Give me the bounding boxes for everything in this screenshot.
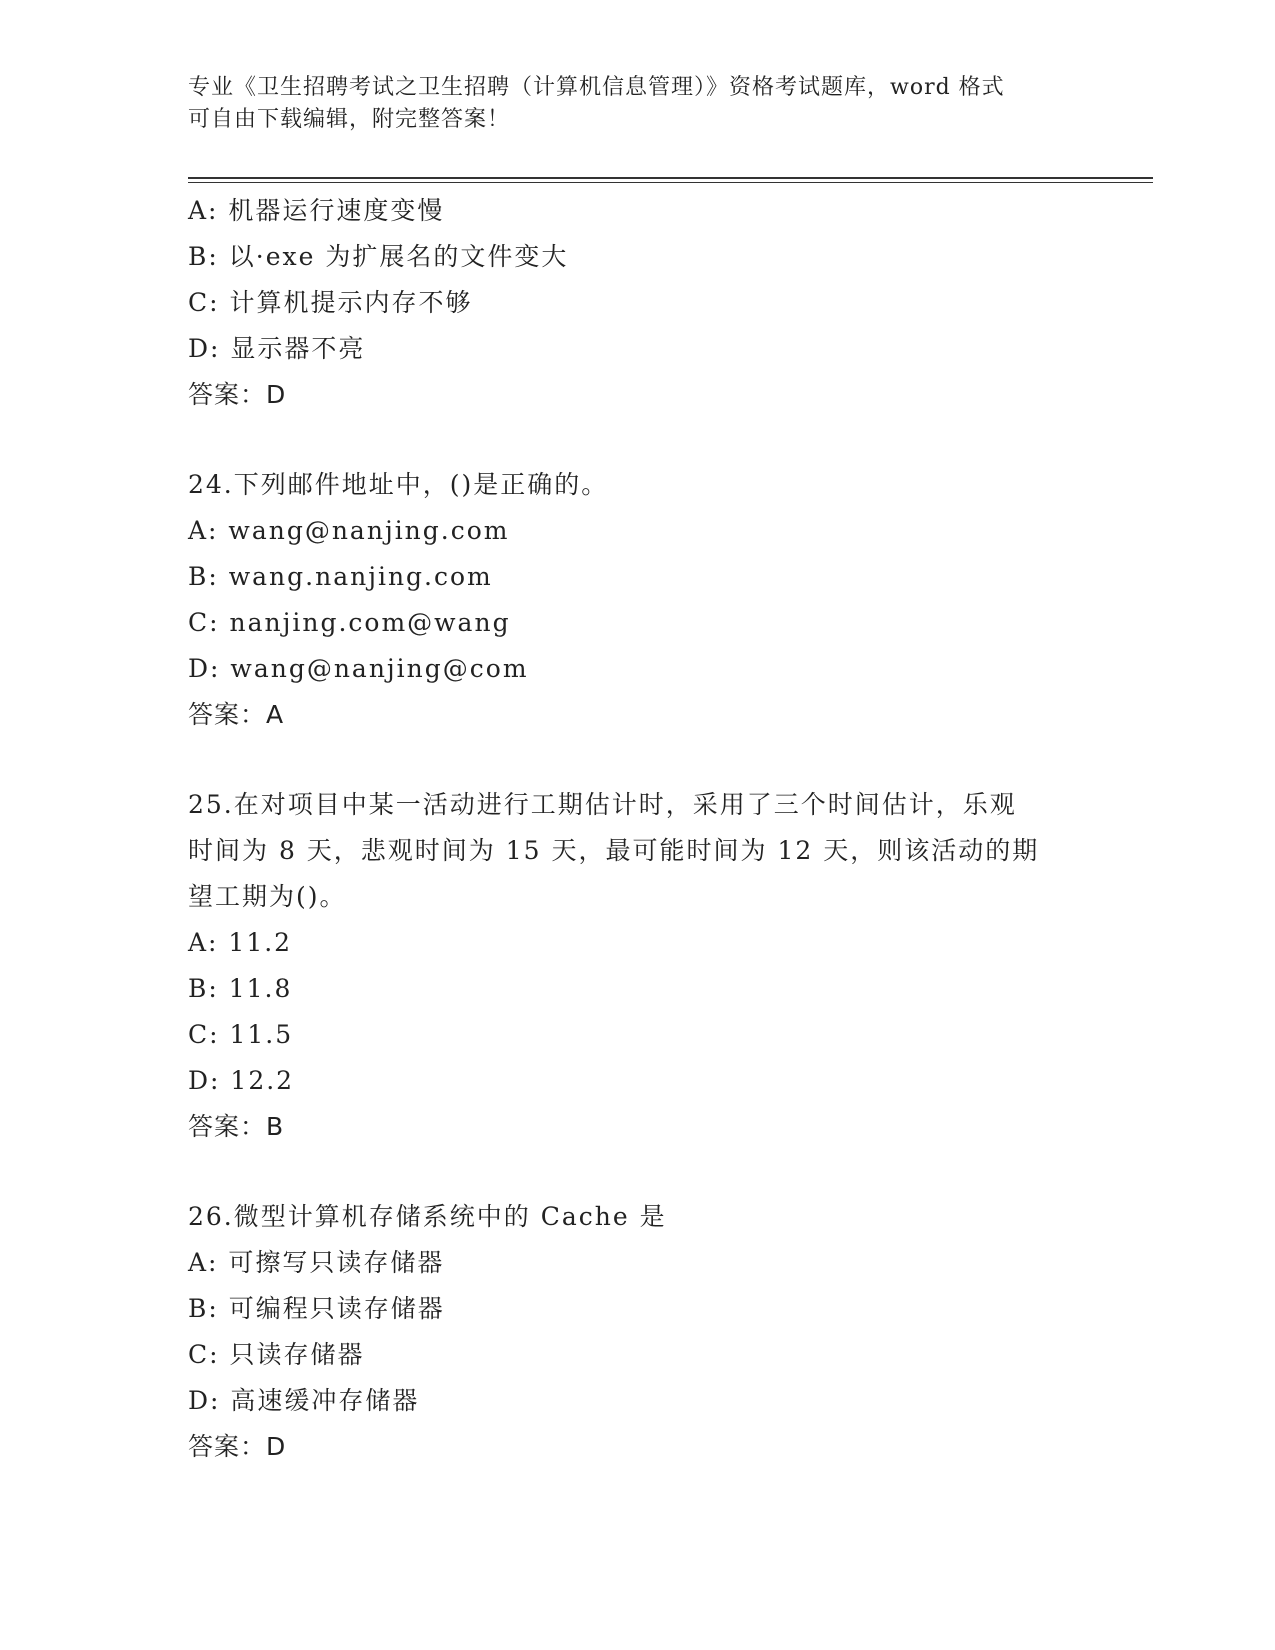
option-a: A: 可擦写只读存储器: [188, 1248, 445, 1277]
option-d: D: 12.2: [188, 1066, 295, 1095]
header-line-2: 可自由下载编辑，附完整答案！: [188, 107, 511, 132]
spacer: [188, 738, 1088, 782]
question-stem: 26.微型计算机存储系统中的 Cache 是: [188, 1202, 667, 1231]
option-c: C: nanjing.com@wang: [188, 608, 511, 637]
question-stem: 24.下列邮件地址中，()是正确的。: [188, 470, 609, 499]
option-d: D: 高速缓冲存储器: [188, 1386, 420, 1415]
question-stem-line-2: 时间为 8 天，悲观时间为 15 天，最可能时间为 12 天，则该活动的期: [188, 836, 1040, 865]
question-25: [188, 782, 1088, 1150]
option-b: B: 以·exe 为扩展名的文件变大: [188, 242, 569, 271]
header-line-1: 专业《卫生招聘考试之卫生招聘（计算机信息管理）》资格考试题库，word 格式: [188, 75, 1005, 100]
header-divider-thin: [188, 182, 1153, 183]
question-stem-line-3: 望工期为()。: [188, 882, 347, 911]
option-b: B: 11.8: [188, 974, 293, 1003]
option-a: A: 11.2: [188, 928, 293, 957]
answer-line: 答案：D: [188, 1432, 287, 1461]
question-stem-line-1: 25.在对项目中某一活动进行工期估计时，采用了三个时间估计，乐观: [188, 790, 1017, 819]
spacer: [188, 1150, 1088, 1194]
question-23: [188, 188, 1088, 418]
answer-line: 答案：D: [188, 380, 287, 409]
option-c: C: 只读存储器: [188, 1340, 365, 1369]
option-a: A: 机器运行速度变慢: [188, 196, 445, 225]
header-divider-thick: [188, 177, 1153, 179]
option-d: D: 显示器不亮: [188, 334, 366, 363]
option-c: C: 计算机提示内存不够: [188, 288, 473, 317]
option-a: A: wang@nanjing.com: [188, 516, 510, 545]
option-d: D: wang@nanjing@com: [188, 654, 529, 683]
option-c: C: 11.5: [188, 1020, 294, 1049]
option-b: B: 可编程只读存储器: [188, 1294, 445, 1323]
option-b: B: wang.nanjing.com: [188, 562, 493, 591]
document-header: [188, 72, 1088, 136]
question-26: [188, 1194, 1088, 1470]
question-content: [188, 188, 1088, 1470]
answer-line: 答案：B: [188, 1112, 285, 1141]
answer-line: 答案：A: [188, 700, 285, 729]
spacer: [188, 418, 1088, 462]
question-24: [188, 462, 1088, 738]
